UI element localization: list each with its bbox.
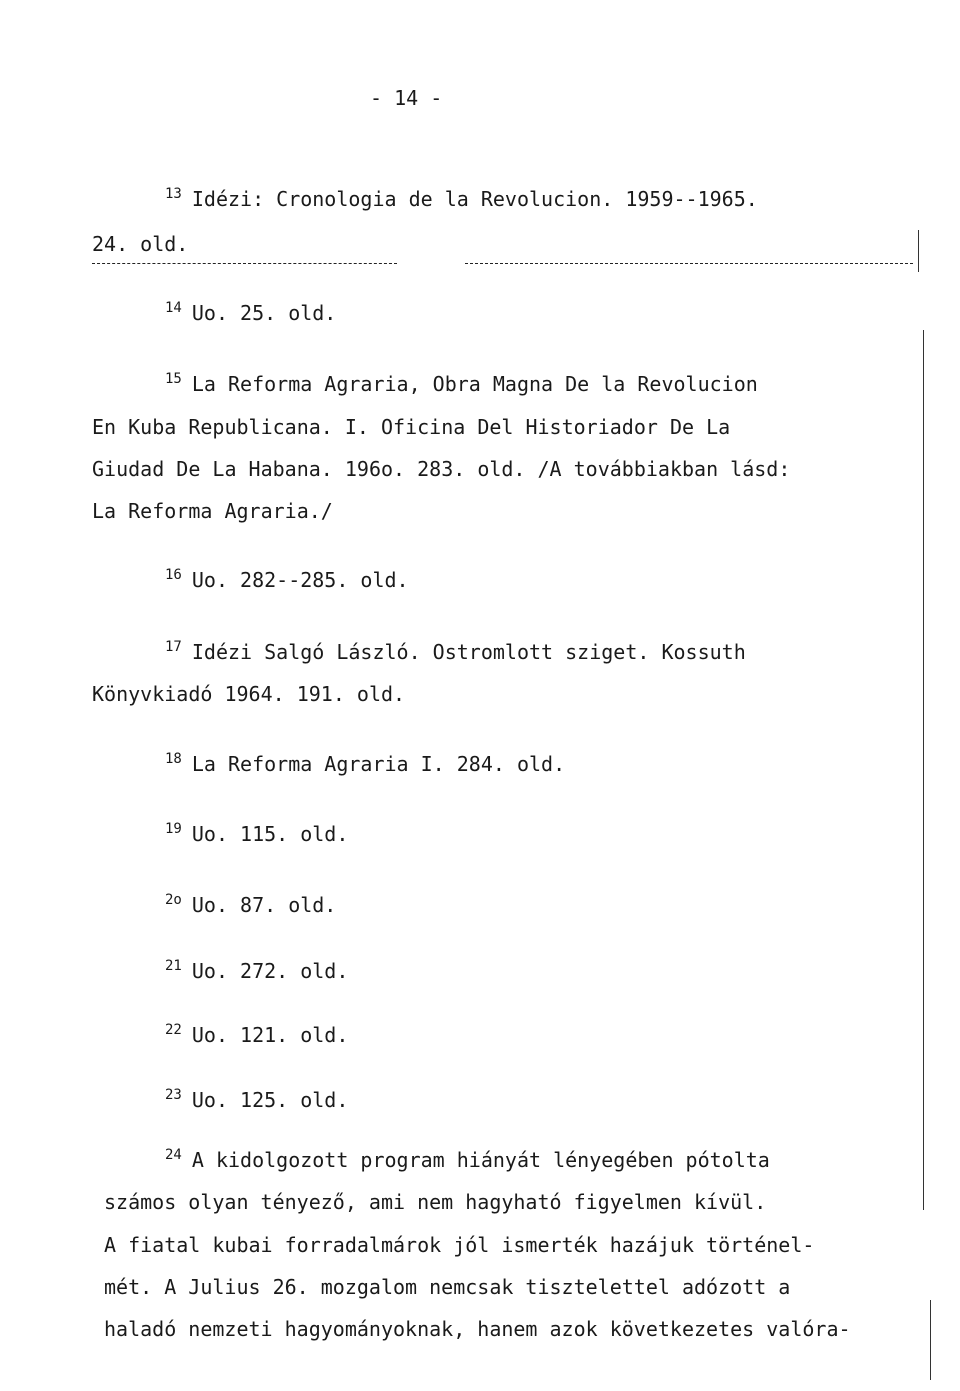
footnote-24-cont: A fiatal kubai forradalmárok jól ismerték hazájuk történel- (104, 1233, 815, 1257)
footnote-number: 2o (165, 892, 182, 908)
footnote-number: 16 (165, 567, 182, 583)
dashed-rule (92, 263, 397, 264)
footnote-text: La Reforma Agraria, Obra Magna De la Revolucion (191, 372, 758, 396)
footnote-15-cont: Giudad De La Habana. 196o. 283. old. /A továbbiakban lásd: (92, 457, 791, 481)
footnote-17 (165, 640, 746, 667)
footnote-number: 21 (165, 958, 182, 974)
margin-line (923, 330, 924, 1210)
footnote-number: 14 (165, 300, 182, 316)
footnote-17-cont: Könyvkiadó 1964. 191. old. (92, 682, 406, 706)
footnote-number: 23 (165, 1087, 182, 1103)
footnote-18 (165, 752, 565, 779)
footnote-13 (165, 187, 758, 214)
footnote-number: 19 (165, 821, 182, 837)
footnote-15-cont: En Kuba Republicana. I. Oficina Del Historiador De La (92, 415, 731, 439)
footnote-number: 17 (165, 639, 182, 655)
footnote-number: 15 (165, 371, 182, 387)
footnote-text: Uo. 272. old. (191, 959, 349, 983)
footnote-19 (165, 822, 348, 849)
footnote-24-cont: haladó nemzeti hagyományoknak, hanem azok következetes valóra- (104, 1317, 851, 1341)
footnote-15 (165, 372, 758, 399)
footnote-number: 13 (165, 186, 182, 202)
dashed-rule (465, 263, 913, 264)
footnote-text: Uo. 25. old. (191, 301, 337, 325)
footnote-24-cont: számos olyan tényező, ami nem hagyható figyelmen kívül. (104, 1190, 767, 1214)
footnote-text: Uo. 115. old. (191, 822, 349, 846)
footnote-14 (165, 301, 336, 328)
footnote-text: Idézi Salgó László. Ostromlott sziget. Kossuth (191, 640, 746, 664)
footnote-20 (165, 893, 336, 920)
footnote-15-cont: La Reforma Agraria./ (92, 499, 333, 523)
footnote-number: 18 (165, 751, 182, 767)
footnote-24 (165, 1148, 770, 1175)
footnote-16 (165, 568, 409, 595)
footnote-text: Uo. 121. old. (191, 1023, 349, 1047)
footnote-24-cont: mét. A Julius 26. mozgalom nemcsak tisztelettel adózott a (104, 1275, 791, 1299)
footnote-22 (165, 1023, 348, 1050)
footnote-text: Uo. 125. old. (191, 1088, 349, 1112)
page-number: - 14 - (370, 86, 443, 110)
footnote-13-cont: 24. old. (92, 232, 189, 256)
footnote-21 (165, 959, 348, 986)
margin-line (918, 230, 919, 272)
footnote-text: A kidolgozott program hiányát lényegében pótolta (191, 1148, 770, 1172)
footnote-number: 22 (165, 1022, 182, 1038)
margin-line (930, 1300, 931, 1380)
footnote-number: 24 (165, 1147, 182, 1163)
footnote-text: Idézi: Cronologia de la Revolucion. 1959--1965. (191, 187, 758, 211)
footnote-23 (165, 1088, 348, 1115)
footnote-text: La Reforma Agraria I. 284. old. (191, 752, 566, 776)
footnote-text: Uo. 87. old. (191, 893, 337, 917)
footnote-text: Uo. 282--285. old. (191, 568, 409, 592)
